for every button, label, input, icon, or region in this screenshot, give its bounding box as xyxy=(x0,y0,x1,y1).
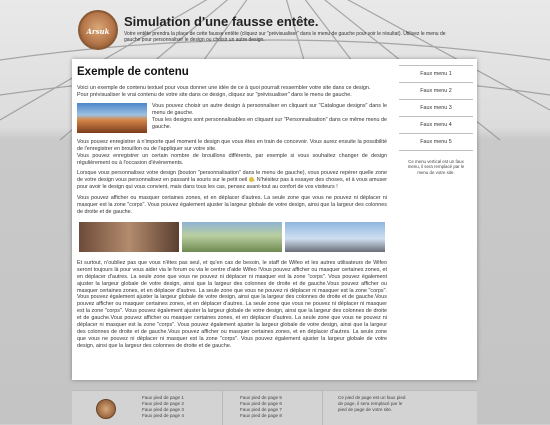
site-title: Simulation d'une fausse entête. xyxy=(124,14,319,29)
logo-text: Arsuk xyxy=(86,27,110,36)
menu-item-3[interactable]: Faux menu 3 xyxy=(399,100,473,117)
content-paragraph xyxy=(77,170,387,191)
site-description: Votre entête prendra la place de cette fausse entête (cliquez sur "prévisualiser" dans le menu de gauche pour voir le résultat). Utilisez le menu de gauche pour personnaliser le design ou choisir un autre design. xyxy=(124,31,446,43)
content-title: Exemple de contenu xyxy=(77,66,189,78)
content-paragraph: Et surtout, n'oubliez pas que vous n'êtes pas seul, et qu'en cas de besoin, le staff de Wifeo et les autres utilisateurs de Wifeo seront toujours là pour vous aider via le forum ou via le centre d'aide Wifeo !Vous pouvez afficher ou masquer certaines zones, et en déplacer d'autres. La seule zone que vous ne pouvez ni déplacer ni masquer est la zone "corps". Vous pouvez également ajuster la largeur globale de votre design, ainsi que la largeur des colonnes de droite et de gauche.Vous pouvez afficher ou masquer certaines zones, et en déplacer d'autres. La seule zone que vous ne pouvez ni déplacer ni masquer est la zone "corps". Vous pouvez également ajuster la largeur globale de votre design, ainsi que la largeur des colonnes de droite et de gauche.Vous pouvez afficher ou masquer certaines zones, et en déplacer d'autres. La seule zone que vous ne pouvez ni déplacer ni masquer est la zone "corps". Vous pouvez également ajuster la largeur globale de votre design, ainsi que la largeur des colonnes de droite et de gauche.Vous pouvez afficher ou masquer certaines zones, et en déplacer d'autres. La seule zone que vous ne pouvez ni déplacer ni masquer est la zone "corps". Vous pouvez également ajuster la largeur globale de votre design, ainsi que la largeur des colonnes de droite et de gauche.Vous pouvez afficher ou masquer certaines zones, et en déplacer d'autres. La seule zone que vous ne pouvez ni déplacer ni masquer est la zone "corps". Vous pouvez également ajuster la largeur globale de votre design, ainsi que la largeur des colonnes de droite et de gauche. xyxy=(77,259,387,349)
footer-column-2 xyxy=(240,395,282,419)
footer-link[interactable]: Faux pied de page 5 xyxy=(240,395,282,400)
footer-note: Ce pied de page est un faux pied de page, il sera remplacé par le pied de page de votre site. xyxy=(338,395,406,412)
gallery-image xyxy=(79,222,179,252)
paragraph-text: Tous les designs sont personnalisables en cliquant sur "Personnalisation" dans ce même menu de gauche. xyxy=(152,116,387,130)
footer-divider xyxy=(322,391,323,425)
main-content xyxy=(77,65,387,380)
footer-column-1 xyxy=(142,395,184,419)
content-paragraph xyxy=(77,85,387,99)
canyon-image xyxy=(77,103,147,133)
image-gallery xyxy=(79,222,387,252)
footer-link[interactable]: Faux pied de page 3 xyxy=(142,407,184,412)
paragraph-text: Vous pouvez enregistrer un certain nombre de brouillons différents, par exemple si vous souhaitez changer de design régulièrement ou à l'occasion d'évènements. xyxy=(77,152,387,166)
footer-link[interactable]: Faux pied de page 7 xyxy=(240,407,282,412)
menu-note: Ce menu vertical est un faux menu, il sera remplacé par le menu de votre site. xyxy=(407,159,465,175)
paragraph-text: Vous pouvez choisir un autre design à personnaliser en cliquant sur "Catalogue designs" dans le menu de gauche. xyxy=(152,102,387,116)
gallery-image xyxy=(182,222,282,252)
site-logo[interactable] xyxy=(78,10,118,50)
menu-item-2[interactable]: Faux menu 2 xyxy=(399,83,473,100)
menu-item-5[interactable]: Faux menu 5 xyxy=(399,134,473,151)
footer-link[interactable]: Faux pied de page 6 xyxy=(240,401,282,406)
gallery-image xyxy=(285,222,385,252)
content-paragraph xyxy=(77,103,387,135)
paragraph-text: Vous pouvez enregistrer à n'importe quel moment le design que vous êtes en train de concevoir. Vous aurez ensuite la possibilité de l'enregistrer en brouillon ou de l'appliquer sur votre site. xyxy=(77,138,387,152)
content-paragraph: Vous pouvez afficher ou masquer certaines zones, et en déplacer d'autres. La seule zone que vous ne pouvez ni déplacer ni masquer est la zone "corps". Vous pouvez également ajuster la largeur globale de votre design, ainsi que la largeur des colonnes de droite et de gauche. xyxy=(77,195,387,215)
vertical-menu xyxy=(399,65,473,175)
footer-logo xyxy=(96,399,116,419)
paragraph-text: Voici un exemple de contenu textuel pour vous donner une idée de ce à quoi pourrait ressembler votre site dans ce design. xyxy=(77,85,371,91)
footer-link[interactable]: Faux pied de page 2 xyxy=(142,401,184,406)
paragraph-text: Lorsque vous personnalisez votre design (bouton "personnalisation" dans le menu de gauche), vous pouvez repérer quelle zone de votre design vous personnalisez en passant la souris sur le petit oeil xyxy=(77,170,387,184)
paragraph-text: . N'hésitez pas à essayer des choses, et à vous amuser pour avoir le design qui vous convient, mais dans tous les cas, pensez avant-tout au confort de vos visiteurs ! xyxy=(77,177,387,191)
footer-link[interactable]: Faux pied de page 8 xyxy=(240,413,282,418)
content-paragraph xyxy=(77,139,387,167)
site-footer xyxy=(72,390,477,425)
site-header xyxy=(78,8,478,56)
footer-divider xyxy=(222,391,223,425)
footer-link[interactable]: Faux pied de page 4 xyxy=(142,413,184,418)
footer-link[interactable]: Faux pied de page 1 xyxy=(142,395,184,400)
paragraph-text: Pour prévisualiser le vrai contenu de votre site dans ce design, cliquez sur "prévisualiser" dans le menu de gauche. xyxy=(77,91,352,98)
menu-item-1[interactable]: Faux menu 1 xyxy=(399,65,473,83)
page-container xyxy=(72,59,477,380)
menu-item-4[interactable]: Faux menu 4 xyxy=(399,117,473,134)
